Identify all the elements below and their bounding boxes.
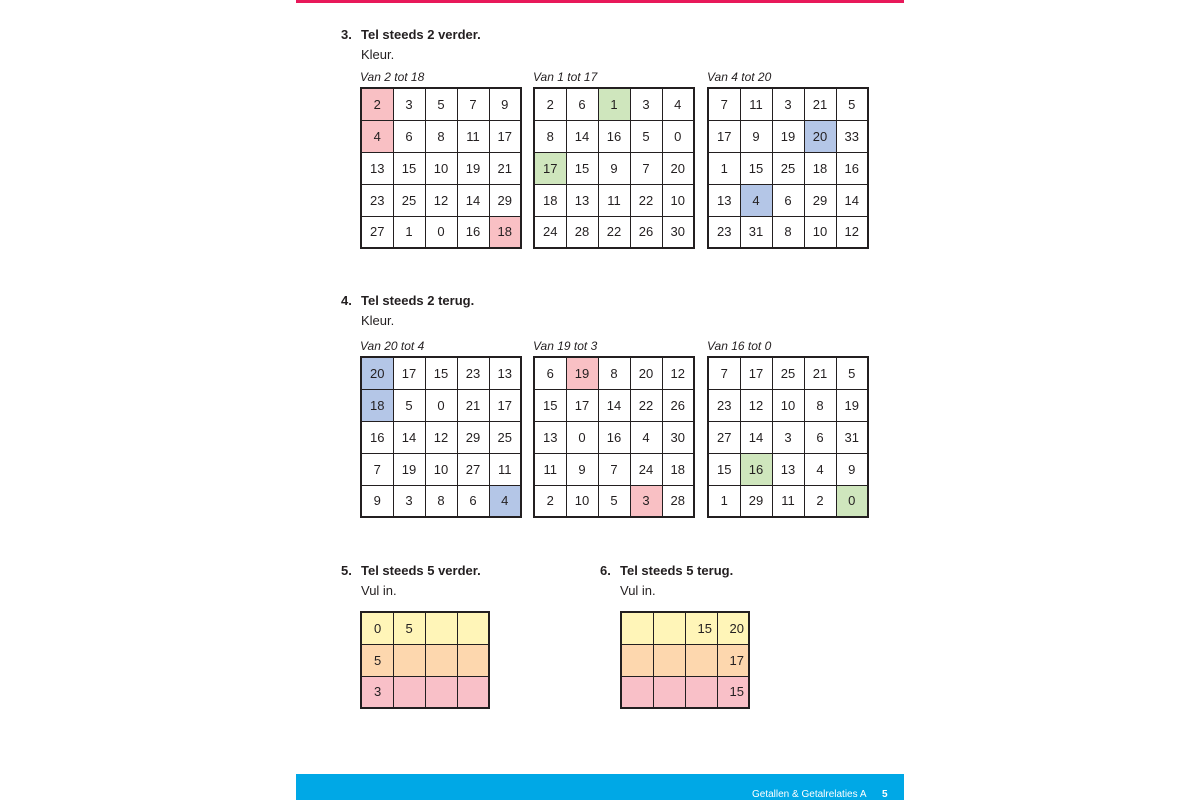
grid-cell[interactable]: 19 bbox=[566, 357, 598, 389]
grid-row bbox=[361, 216, 521, 248]
grid-cell[interactable]: 24 bbox=[534, 216, 566, 248]
grid-cell[interactable]: 3 bbox=[630, 88, 662, 120]
fill-cell[interactable] bbox=[685, 676, 717, 708]
exercise-5-number: 5. bbox=[341, 563, 352, 578]
grid-cell[interactable]: 6 bbox=[566, 88, 598, 120]
grid-cell[interactable]: 10 bbox=[566, 485, 598, 517]
grid-row bbox=[708, 389, 868, 421]
grid-cell[interactable]: 1 bbox=[393, 216, 425, 248]
grid-cell[interactable]: 3 bbox=[630, 485, 662, 517]
fill-cell[interactable] bbox=[425, 612, 457, 644]
grid-cell[interactable]: 26 bbox=[662, 389, 694, 421]
exercise-3-number: 3. bbox=[341, 27, 352, 42]
grid-row bbox=[361, 120, 521, 152]
grid-cell[interactable]: 1 bbox=[708, 152, 740, 184]
grid-cell[interactable]: 22 bbox=[630, 389, 662, 421]
footer-bar bbox=[296, 774, 904, 800]
grid-cell[interactable]: 21 bbox=[804, 88, 836, 120]
grid-row bbox=[534, 216, 694, 248]
grid-row bbox=[534, 88, 694, 120]
grid-cell[interactable]: 19 bbox=[393, 453, 425, 485]
grid-row bbox=[534, 152, 694, 184]
grid-row bbox=[361, 184, 521, 216]
grid-cell[interactable]: 23 bbox=[708, 216, 740, 248]
fill-cell[interactable] bbox=[425, 676, 457, 708]
grid-cell[interactable]: 18 bbox=[489, 216, 521, 248]
grid-cell[interactable]: 14 bbox=[740, 421, 772, 453]
grid-cell[interactable]: 26 bbox=[630, 216, 662, 248]
grid-cell[interactable]: 17 bbox=[740, 357, 772, 389]
grid-row bbox=[534, 453, 694, 485]
grid-cell[interactable]: 19 bbox=[836, 389, 868, 421]
fill-cell[interactable]: 5 bbox=[393, 612, 425, 644]
grid-cell[interactable]: 0 bbox=[425, 216, 457, 248]
grid-row bbox=[534, 421, 694, 453]
grid-cell[interactable]: 15 bbox=[534, 389, 566, 421]
grid-cell[interactable]: 17 bbox=[393, 357, 425, 389]
grid-cell[interactable]: 12 bbox=[740, 389, 772, 421]
grid-cell[interactable]: 16 bbox=[457, 216, 489, 248]
number-grid bbox=[707, 356, 869, 518]
grid-cell[interactable]: 8 bbox=[598, 357, 630, 389]
grid-cell[interactable]: 8 bbox=[772, 216, 804, 248]
exercise-4-instruction: Kleur. bbox=[361, 313, 395, 328]
footer-title: Getallen & Getalrelaties A bbox=[752, 789, 867, 800]
grid-cell[interactable]: 12 bbox=[425, 184, 457, 216]
fill-row bbox=[621, 644, 749, 676]
grid-cell[interactable]: 11 bbox=[740, 88, 772, 120]
number-grid bbox=[360, 87, 522, 249]
grid-cell[interactable]: 7 bbox=[708, 88, 740, 120]
grid-cell[interactable]: 20 bbox=[361, 357, 393, 389]
grid-3b bbox=[533, 70, 695, 249]
grid-cell[interactable]: 11 bbox=[489, 453, 521, 485]
grid-cell[interactable]: 22 bbox=[598, 216, 630, 248]
grid-cell[interactable]: 8 bbox=[425, 485, 457, 517]
grid-cell[interactable]: 27 bbox=[708, 421, 740, 453]
grid-row bbox=[534, 120, 694, 152]
grid-cell[interactable]: 20 bbox=[662, 152, 694, 184]
grid-row bbox=[361, 453, 521, 485]
grid-cell[interactable]: 2 bbox=[534, 88, 566, 120]
grid-cell[interactable]: 15 bbox=[740, 152, 772, 184]
grid-row bbox=[361, 485, 521, 517]
grid-cell[interactable]: 6 bbox=[772, 184, 804, 216]
grid-row bbox=[534, 389, 694, 421]
grid-cell[interactable]: 5 bbox=[836, 357, 868, 389]
fill-cell[interactable] bbox=[621, 644, 653, 676]
exercise-5-title: Tel steeds 5 verder. bbox=[361, 563, 481, 578]
grid-cell[interactable]: 29 bbox=[489, 184, 521, 216]
grid-cell[interactable]: 15 bbox=[566, 152, 598, 184]
grid-row bbox=[534, 357, 694, 389]
grid-cell[interactable]: 20 bbox=[630, 357, 662, 389]
grid-row bbox=[708, 357, 868, 389]
grid-cell[interactable]: 3 bbox=[393, 485, 425, 517]
grid-cell[interactable]: 25 bbox=[393, 184, 425, 216]
number-grid bbox=[533, 356, 695, 518]
grid-cell[interactable]: 9 bbox=[361, 485, 393, 517]
grid-cell[interactable]: 6 bbox=[534, 357, 566, 389]
grid-cell[interactable]: 28 bbox=[566, 216, 598, 248]
grid-3a-label: Van 2 tot 18 bbox=[360, 70, 425, 84]
exercise-6-number: 6. bbox=[600, 563, 611, 578]
grid-cell[interactable]: 21 bbox=[804, 357, 836, 389]
fill-row bbox=[361, 676, 489, 708]
grid-cell[interactable]: 6 bbox=[804, 421, 836, 453]
grid-cell[interactable]: 29 bbox=[804, 184, 836, 216]
grid-cell[interactable]: 1 bbox=[708, 485, 740, 517]
grid-cell[interactable]: 7 bbox=[598, 453, 630, 485]
fill-cell[interactable] bbox=[653, 612, 685, 644]
grid-cell[interactable]: 16 bbox=[598, 120, 630, 152]
grid-row bbox=[708, 216, 868, 248]
grid-cell[interactable]: 31 bbox=[836, 421, 868, 453]
grid-cell[interactable]: 2 bbox=[361, 88, 393, 120]
grid-cell[interactable]: 10 bbox=[425, 152, 457, 184]
grid-cell[interactable]: 3 bbox=[772, 421, 804, 453]
grid-cell[interactable]: 9 bbox=[489, 88, 521, 120]
grid-row bbox=[361, 421, 521, 453]
grid-cell[interactable]: 1 bbox=[598, 88, 630, 120]
grid-cell[interactable]: 17 bbox=[566, 389, 598, 421]
number-grid bbox=[533, 87, 695, 249]
fill-cell[interactable] bbox=[457, 644, 489, 676]
fill-cell[interactable] bbox=[621, 612, 653, 644]
grid-cell[interactable]: 7 bbox=[361, 453, 393, 485]
fill-cell[interactable] bbox=[653, 676, 685, 708]
grid-cell[interactable]: 13 bbox=[566, 184, 598, 216]
grid-cell[interactable]: 4 bbox=[662, 88, 694, 120]
grid-row bbox=[534, 485, 694, 517]
grid-cell[interactable]: 5 bbox=[598, 485, 630, 517]
grid-cell[interactable]: 21 bbox=[489, 152, 521, 184]
grid-cell[interactable]: 30 bbox=[662, 421, 694, 453]
grid-cell[interactable]: 13 bbox=[534, 421, 566, 453]
fill-cell[interactable]: 20 bbox=[717, 612, 749, 644]
grid-cell[interactable]: 20 bbox=[804, 120, 836, 152]
grid-cell[interactable]: 9 bbox=[836, 453, 868, 485]
grid-cell[interactable]: 7 bbox=[457, 88, 489, 120]
grid-cell[interactable]: 25 bbox=[772, 152, 804, 184]
grid-cell[interactable]: 29 bbox=[457, 421, 489, 453]
grid-cell[interactable]: 8 bbox=[425, 120, 457, 152]
grid-cell[interactable]: 11 bbox=[457, 120, 489, 152]
grid-4b-label: Van 19 tot 3 bbox=[533, 339, 598, 353]
grid-row bbox=[534, 184, 694, 216]
grid-cell[interactable]: 0 bbox=[836, 485, 868, 517]
page-number: 5 bbox=[882, 789, 888, 800]
exercise-6-title: Tel steeds 5 terug. bbox=[620, 563, 734, 578]
grid-cell[interactable]: 19 bbox=[772, 120, 804, 152]
grid-cell[interactable]: 25 bbox=[489, 421, 521, 453]
exercise-3-instruction: Kleur. bbox=[361, 47, 395, 62]
fill-in-grid bbox=[360, 611, 490, 709]
grid-cell[interactable]: 22 bbox=[630, 184, 662, 216]
fill-cell[interactable]: 3 bbox=[361, 676, 393, 708]
fill-cell[interactable] bbox=[457, 612, 489, 644]
fill-cell[interactable] bbox=[425, 644, 457, 676]
grid-cell[interactable]: 4 bbox=[740, 184, 772, 216]
grid-row bbox=[708, 152, 868, 184]
grid-cell[interactable]: 17 bbox=[708, 120, 740, 152]
fill-grid-5 bbox=[360, 611, 490, 709]
grid-cell[interactable]: 12 bbox=[662, 357, 694, 389]
fill-row bbox=[361, 612, 489, 644]
grid-cell[interactable]: 29 bbox=[740, 485, 772, 517]
exercise-4-number: 4. bbox=[341, 293, 352, 308]
grid-cell[interactable]: 28 bbox=[662, 485, 694, 517]
grid-cell[interactable]: 14 bbox=[566, 120, 598, 152]
grid-cell[interactable]: 6 bbox=[393, 120, 425, 152]
grid-cell[interactable]: 9 bbox=[598, 152, 630, 184]
grid-cell[interactable]: 10 bbox=[804, 216, 836, 248]
grid-cell[interactable]: 8 bbox=[534, 120, 566, 152]
grid-cell[interactable]: 4 bbox=[489, 485, 521, 517]
grid-3c-label: Van 4 tot 20 bbox=[707, 70, 772, 84]
grid-cell[interactable]: 3 bbox=[393, 88, 425, 120]
grid-cell[interactable]: 0 bbox=[662, 120, 694, 152]
grid-cell[interactable]: 4 bbox=[804, 453, 836, 485]
grid-cell[interactable]: 25 bbox=[772, 357, 804, 389]
grid-cell[interactable]: 16 bbox=[740, 453, 772, 485]
grid-4a-label: Van 20 tot 4 bbox=[360, 339, 425, 353]
grid-cell[interactable]: 10 bbox=[772, 389, 804, 421]
grid-cell[interactable]: 5 bbox=[393, 389, 425, 421]
grid-cell[interactable]: 17 bbox=[489, 120, 521, 152]
grid-cell[interactable]: 12 bbox=[425, 421, 457, 453]
grid-cell[interactable]: 12 bbox=[836, 216, 868, 248]
grid-cell[interactable]: 23 bbox=[361, 184, 393, 216]
grid-cell[interactable]: 9 bbox=[740, 120, 772, 152]
grid-cell[interactable]: 23 bbox=[457, 357, 489, 389]
grid-row bbox=[708, 453, 868, 485]
grid-cell[interactable]: 16 bbox=[361, 421, 393, 453]
grid-cell[interactable]: 17 bbox=[489, 389, 521, 421]
exercise-5-instruction: Vul in. bbox=[361, 583, 397, 598]
grid-cell[interactable]: 27 bbox=[457, 453, 489, 485]
grid-cell[interactable]: 27 bbox=[361, 216, 393, 248]
grid-3b-label: Van 1 tot 17 bbox=[533, 70, 598, 84]
fill-cell[interactable]: 17 bbox=[717, 644, 749, 676]
number-grid bbox=[707, 87, 869, 249]
grid-cell[interactable]: 11 bbox=[772, 485, 804, 517]
grid-row bbox=[708, 120, 868, 152]
fill-cell[interactable]: 15 bbox=[685, 612, 717, 644]
fill-cell[interactable]: 0 bbox=[361, 612, 393, 644]
grid-cell[interactable]: 7 bbox=[708, 357, 740, 389]
grid-cell[interactable]: 15 bbox=[425, 357, 457, 389]
grid-row bbox=[361, 88, 521, 120]
grid-row bbox=[708, 485, 868, 517]
fill-cell[interactable] bbox=[457, 676, 489, 708]
grid-row bbox=[361, 389, 521, 421]
grid-cell[interactable]: 5 bbox=[836, 88, 868, 120]
fill-row bbox=[621, 612, 749, 644]
grid-cell[interactable]: 5 bbox=[425, 88, 457, 120]
grid-cell[interactable]: 0 bbox=[566, 421, 598, 453]
exercise-6-instruction: Vul in. bbox=[620, 583, 656, 598]
grid-cell[interactable]: 4 bbox=[630, 421, 662, 453]
grid-4c bbox=[707, 339, 869, 518]
grid-cell[interactable]: 19 bbox=[457, 152, 489, 184]
fill-cell[interactable] bbox=[621, 676, 653, 708]
grid-cell[interactable]: 13 bbox=[708, 184, 740, 216]
fill-cell[interactable]: 5 bbox=[361, 644, 393, 676]
number-grid bbox=[360, 356, 522, 518]
grid-cell[interactable]: 31 bbox=[740, 216, 772, 248]
grid-cell[interactable]: 16 bbox=[836, 152, 868, 184]
grid-cell[interactable]: 10 bbox=[425, 453, 457, 485]
fill-cell[interactable] bbox=[393, 644, 425, 676]
grid-cell[interactable]: 7 bbox=[630, 152, 662, 184]
grid-cell[interactable]: 16 bbox=[598, 421, 630, 453]
grid-4b bbox=[533, 339, 695, 518]
exercise-4-title: Tel steeds 2 terug. bbox=[361, 293, 475, 308]
grid-cell[interactable]: 9 bbox=[566, 453, 598, 485]
grid-cell[interactable]: 14 bbox=[457, 184, 489, 216]
grid-cell[interactable]: 10 bbox=[662, 184, 694, 216]
grid-cell[interactable]: 24 bbox=[630, 453, 662, 485]
grid-cell[interactable]: 21 bbox=[457, 389, 489, 421]
grid-cell[interactable]: 0 bbox=[425, 389, 457, 421]
grid-cell[interactable]: 5 bbox=[630, 120, 662, 152]
grid-row bbox=[361, 152, 521, 184]
grid-cell[interactable]: 8 bbox=[804, 389, 836, 421]
fill-cell[interactable] bbox=[685, 644, 717, 676]
grid-cell[interactable]: 13 bbox=[772, 453, 804, 485]
fill-cell[interactable] bbox=[653, 644, 685, 676]
grid-4a bbox=[360, 339, 522, 518]
grid-cell[interactable]: 3 bbox=[772, 88, 804, 120]
fill-in-grid bbox=[620, 611, 750, 709]
grid-cell[interactable]: 17 bbox=[534, 152, 566, 184]
fill-grid-6 bbox=[620, 611, 750, 709]
grid-row bbox=[361, 357, 521, 389]
grid-cell[interactable]: 18 bbox=[534, 184, 566, 216]
grid-3a bbox=[360, 70, 522, 249]
exercise-3-title: Tel steeds 2 verder. bbox=[361, 27, 481, 42]
grid-cell[interactable]: 18 bbox=[662, 453, 694, 485]
grid-4c-label: Van 16 tot 0 bbox=[707, 339, 772, 353]
grid-row bbox=[708, 88, 868, 120]
grid-cell[interactable]: 2 bbox=[804, 485, 836, 517]
grid-cell[interactable]: 14 bbox=[598, 389, 630, 421]
grid-cell[interactable]: 23 bbox=[708, 389, 740, 421]
grid-cell[interactable]: 14 bbox=[836, 184, 868, 216]
grid-row bbox=[708, 184, 868, 216]
grid-cell[interactable]: 4 bbox=[361, 120, 393, 152]
grid-cell[interactable]: 15 bbox=[708, 453, 740, 485]
grid-cell[interactable]: 2 bbox=[534, 485, 566, 517]
grid-3c bbox=[707, 70, 869, 249]
grid-cell[interactable]: 33 bbox=[836, 120, 868, 152]
top-accent-bar bbox=[296, 0, 904, 3]
grid-cell[interactable]: 14 bbox=[393, 421, 425, 453]
fill-row bbox=[621, 676, 749, 708]
grid-cell[interactable]: 18 bbox=[804, 152, 836, 184]
grid-cell[interactable]: 18 bbox=[361, 389, 393, 421]
grid-row bbox=[708, 421, 868, 453]
grid-cell[interactable]: 13 bbox=[489, 357, 521, 389]
grid-cell[interactable]: 30 bbox=[662, 216, 694, 248]
grid-cell[interactable]: 15 bbox=[393, 152, 425, 184]
grid-cell[interactable]: 11 bbox=[534, 453, 566, 485]
fill-cell[interactable] bbox=[393, 676, 425, 708]
fill-row bbox=[361, 644, 489, 676]
grid-cell[interactable]: 13 bbox=[361, 152, 393, 184]
grid-cell[interactable]: 11 bbox=[598, 184, 630, 216]
fill-cell[interactable]: 15 bbox=[717, 676, 749, 708]
grid-cell[interactable]: 6 bbox=[457, 485, 489, 517]
